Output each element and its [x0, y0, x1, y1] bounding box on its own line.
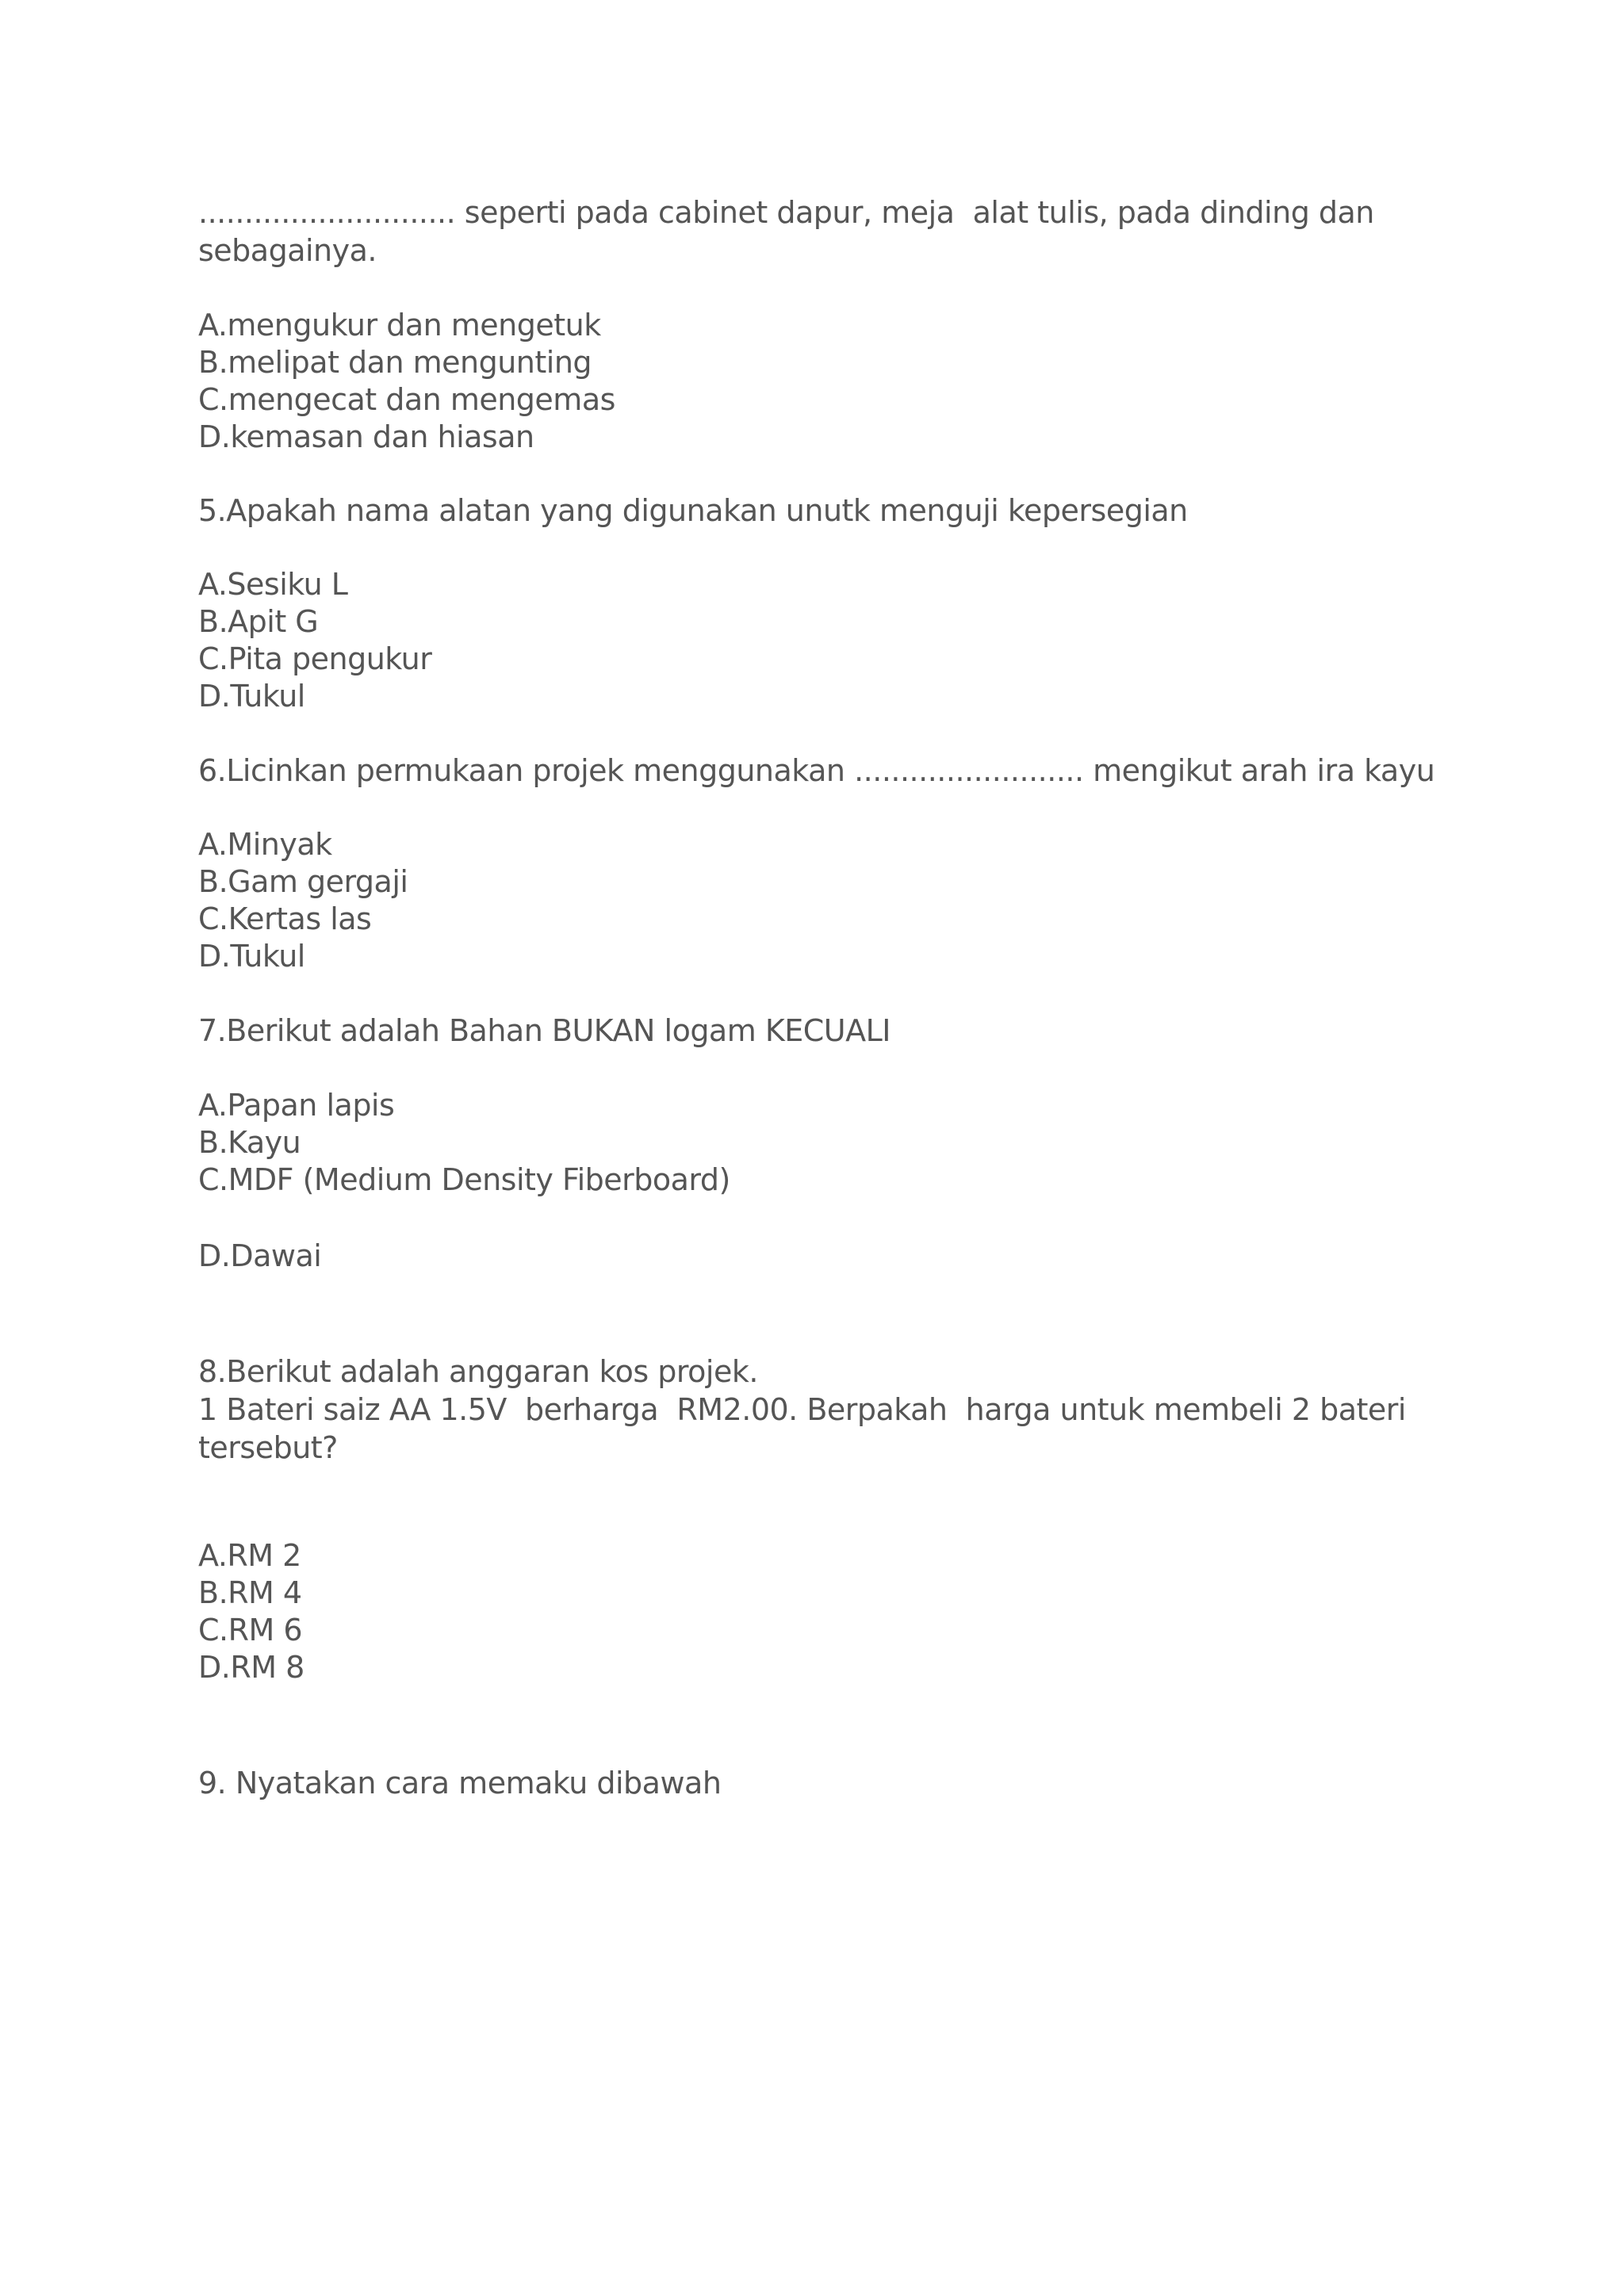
q8-option-c: C.RM 6: [198, 1613, 303, 1647]
q5-option-d: D.Tukul: [198, 679, 305, 714]
q4-option-b: B.melipat dan mengunting: [198, 345, 592, 380]
q6-option-b: B.Gam gergaji: [198, 864, 408, 899]
q7-question: 7.Berikut adalah Bahan BUKAN logam KECUALI: [198, 1013, 891, 1048]
q9-question: 9. Nyatakan cara memaku dibawah: [198, 1766, 722, 1800]
q4-text-line-2: sebagainya.: [198, 233, 377, 268]
q4-option-a: A.mengukur dan mengetuk: [198, 308, 601, 342]
q6-option-c: C.Kertas las: [198, 901, 372, 936]
q8-option-d: D.RM 8: [198, 1650, 304, 1685]
q6-option-a: A.Minyak: [198, 827, 332, 862]
q7-option-d: D.Dawai: [198, 1238, 322, 1273]
q8-text-line-2: 1 Bateri saiz AA 1.5V berharga RM2.00. Berpakah harga untuk membeli 2 bateri: [198, 1392, 1406, 1427]
q5-option-b: B.Apit G: [198, 604, 319, 639]
q5-question: 5.Apakah nama alatan yang digunakan unutk menguji kepersegian: [198, 493, 1188, 528]
q8-text-line-1: 8.Berikut adalah anggaran kos projek.: [198, 1354, 758, 1389]
q6-question: 6.Licinkan permukaan projek menggunakan ......................... mengikut arah ira kayu: [198, 753, 1435, 788]
q8-text-line-3: tersebut?: [198, 1430, 338, 1465]
q7-option-a: A.Papan lapis: [198, 1088, 395, 1123]
q5-option-a: A.Sesiku L: [198, 567, 348, 602]
q7-option-b: B.Kayu: [198, 1125, 301, 1160]
q6-option-d: D.Tukul: [198, 939, 305, 974]
q8-option-b: B.RM 4: [198, 1575, 302, 1610]
q4-option-c: C.mengecat dan mengemas: [198, 382, 615, 417]
q7-option-c: C.MDF (Medium Density Fiberboard): [198, 1162, 730, 1197]
q8-option-a: A.RM 2: [198, 1538, 301, 1573]
q4-text-line-1: ............................ seperti pada cabinet dapur, meja alat tulis, pada dinding dan: [198, 195, 1374, 230]
q4-option-d: D.kemasan dan hiasan: [198, 419, 534, 454]
q5-option-c: C.Pita pengukur: [198, 641, 432, 676]
